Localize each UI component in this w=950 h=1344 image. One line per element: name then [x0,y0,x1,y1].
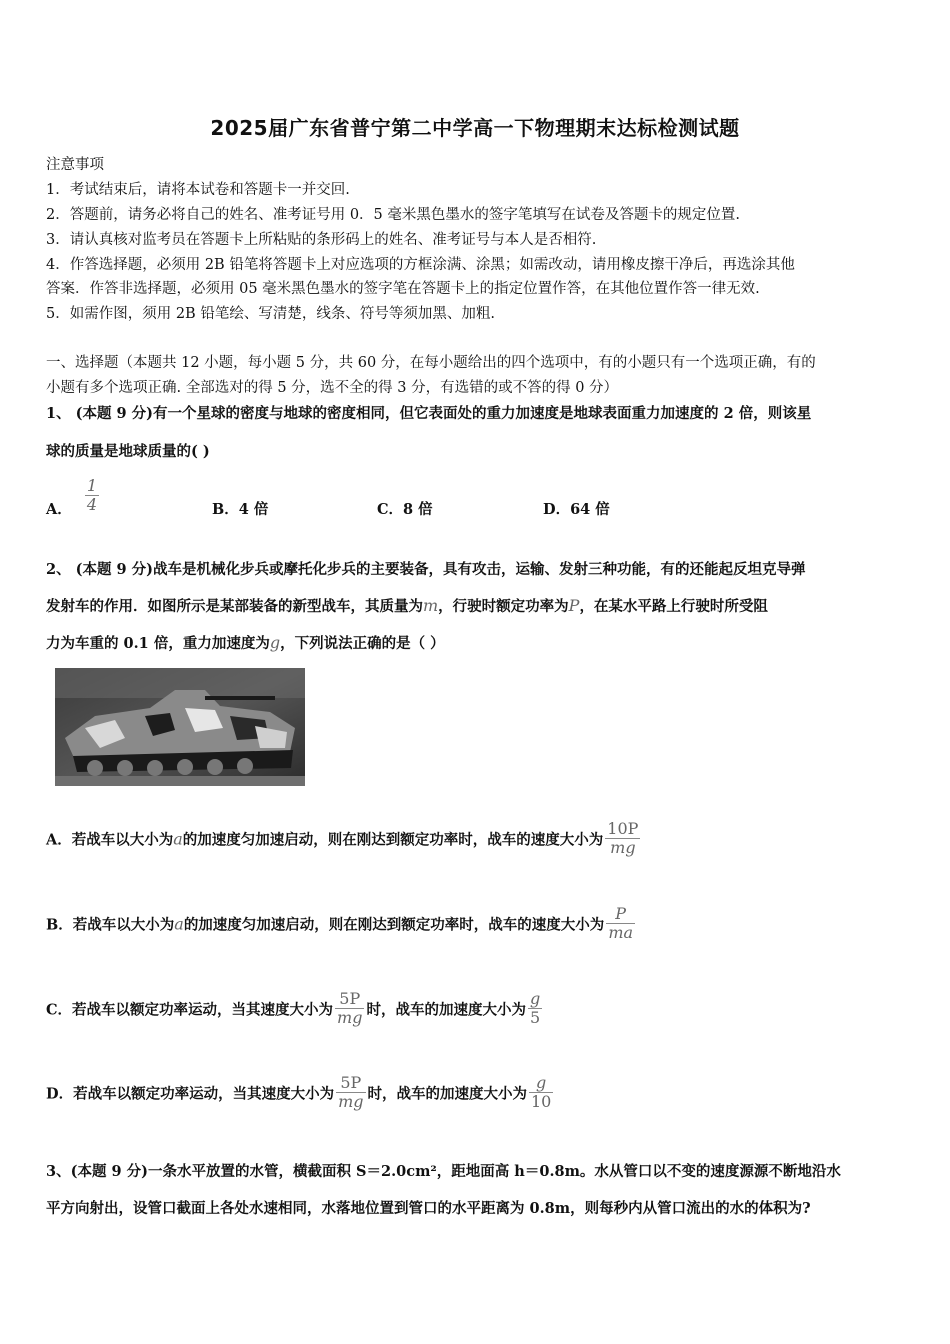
notice-heading: 注意事项 [46,157,104,173]
notice-item-1: 1．考试结束后，请将本试卷和答题卡一并交回. [46,182,350,198]
q2-option-d-pre: D．若战车以额定功率运动，当其速度大小为 [46,1085,335,1103]
q1-option-a-fraction [85,477,99,515]
fraction-denominator: mg [338,1092,364,1112]
notice-item-5: 5．如需作图，须用 2B 铅笔绘、写清楚，线条、符号等须加黑、加粗. [46,306,495,322]
fraction-numerator: 10P [607,819,639,838]
q2-option-a-fraction [605,820,640,858]
q1-option-a [46,472,101,519]
q2-option-c-mid: 时，战车的加速度大小为 [366,1001,526,1019]
fraction-denominator: 4 [86,495,98,514]
q2-option-a [46,820,642,858]
fraction-denominator: 5 [530,1008,541,1028]
q2-line-2-text-b: ，行驶时额定功率为 [438,598,569,615]
q2-option-b [46,905,637,943]
q1-option-b: B．4 倍 [212,501,269,518]
q2-option-a-pre: A．若战车以大小为 [46,831,174,849]
tank-icon [55,668,305,786]
notice-item-4-cont: 答案．作答非选择题，必须用 05 毫米黑色墨水的签字笔在答题卡上的指定位置作答，在其他位置作答一律无效. [46,281,760,297]
q2-option-b-mid: 的加速度匀加速启动，则在刚达到额定功率时，战车的速度大小为 [183,916,605,934]
q2-line-2-text-a: 发射车的作用．如图所示是某部装备的新型战车，其质量为 [46,598,423,615]
notice-item-2: 2．答题前，请务必将自己的姓名、准考证号用 0．5 毫米黑色墨水的签字笔填写在试卷及答题卡的规定位置. [46,207,740,223]
q2-option-c [46,990,544,1028]
fraction-numerator: g [529,1074,553,1093]
q2-line-1: 2、 (本题 9 分)战车是机械化步兵或摩托化步兵的主要装备，具有攻击，运输、发射三种功能，有的还能起反坦克导弹 [46,561,806,578]
fraction-denominator: mg [337,1008,363,1028]
notice-item-4: 4．作答选择题，必须用 2B 铅笔将答题卡上对应选项的方框涂满、涂黑；如需改动，请用橡皮擦干净后，再选涂其他 [46,257,795,273]
q2-line-3-text-b: ，下列说法正确的是（ ） [280,635,445,652]
var-a: a [174,914,184,934]
q2-option-d-fraction-2 [529,1074,553,1112]
section-header-line-2: 小题有多个选项正确. 全部选对的得 5 分，选不全的得 3 分，有选错的或不答的得 0 分） [46,380,619,396]
fraction-numerator: 1 [86,475,98,495]
q2-line-3-text-a: 力为车重的 0.1 倍，重力加速度为 [46,635,270,652]
q2-line-3 [46,632,445,653]
var-g: g [269,633,281,652]
fraction-numerator: g [529,989,541,1008]
q1-option-c: C．8 倍 [377,501,433,518]
tank-photo [55,668,305,786]
q1-line-1: 1、 (本题 9 分)有一个星球的密度与地球的密度相同，但它表面处的重力加速度是地球表面重力加速度的 2 倍，则该星 [46,405,812,422]
q3-line-1: 3、(本题 9 分)一条水平放置的水管，横截面积 S＝2.0cm²，距地面高 h＝0.8m。水从管口以不变的速度源源不断地沿水 [46,1163,841,1180]
q2-option-b-pre: B．若战车以大小为 [46,916,175,934]
var-a: a [173,829,183,849]
q1-option-d: D．64 倍 [543,501,610,518]
section-header-line-1: 一、选择题（本题共 12 小题，每小题 5 分，共 60 分，在每小题给出的四个选项中，有的小题只有一个选项正确，有的 [46,355,816,371]
fraction-denominator: mg [610,838,636,858]
q1-line-2: 球的质量是地球质量的( ) [46,443,210,460]
page-title: 2025届广东省普宁第二中学高一下物理期末达标检测试题 [210,116,740,140]
fraction-denominator: 10 [531,1092,552,1112]
q2-option-d [46,1074,555,1112]
var-m: m [423,596,439,615]
q2-option-d-mid: 时，战车的加速度大小为 [367,1085,527,1103]
q2-option-d-fraction-1 [336,1074,365,1112]
fraction-numerator: 5P [335,990,364,1009]
fraction-numerator: P [606,905,635,924]
q1-option-a-label: A． [46,501,72,518]
q3-line-2: 平方向射出，设管口截面上各处水速相同，水落地位置到管口的水平距离为 0.8m，则每秒内从管口流出的水的体积为? [46,1200,811,1217]
fraction-numerator: 5P [336,1074,365,1093]
var-P: P [568,596,580,615]
q2-line-2-text-c: ，在某水平路上行驶时所受阻 [579,598,768,615]
q2-option-a-mid: 的加速度匀加速启动，则在刚达到额定功率时，战车的速度大小为 [182,831,604,849]
q2-option-c-fraction-2 [528,990,542,1028]
q2-line-2 [46,595,768,616]
notice-item-3: 3．请认真核对监考员在答题卡上所粘贴的条形码上的姓名、准考证号与本人是否相符. [46,232,597,248]
q2-option-b-fraction [606,905,635,943]
q2-option-c-pre: C．若战车以额定功率运动，当其速度大小为 [46,1001,334,1019]
q2-option-c-fraction-1 [335,990,364,1028]
fraction-denominator: ma [608,923,634,943]
